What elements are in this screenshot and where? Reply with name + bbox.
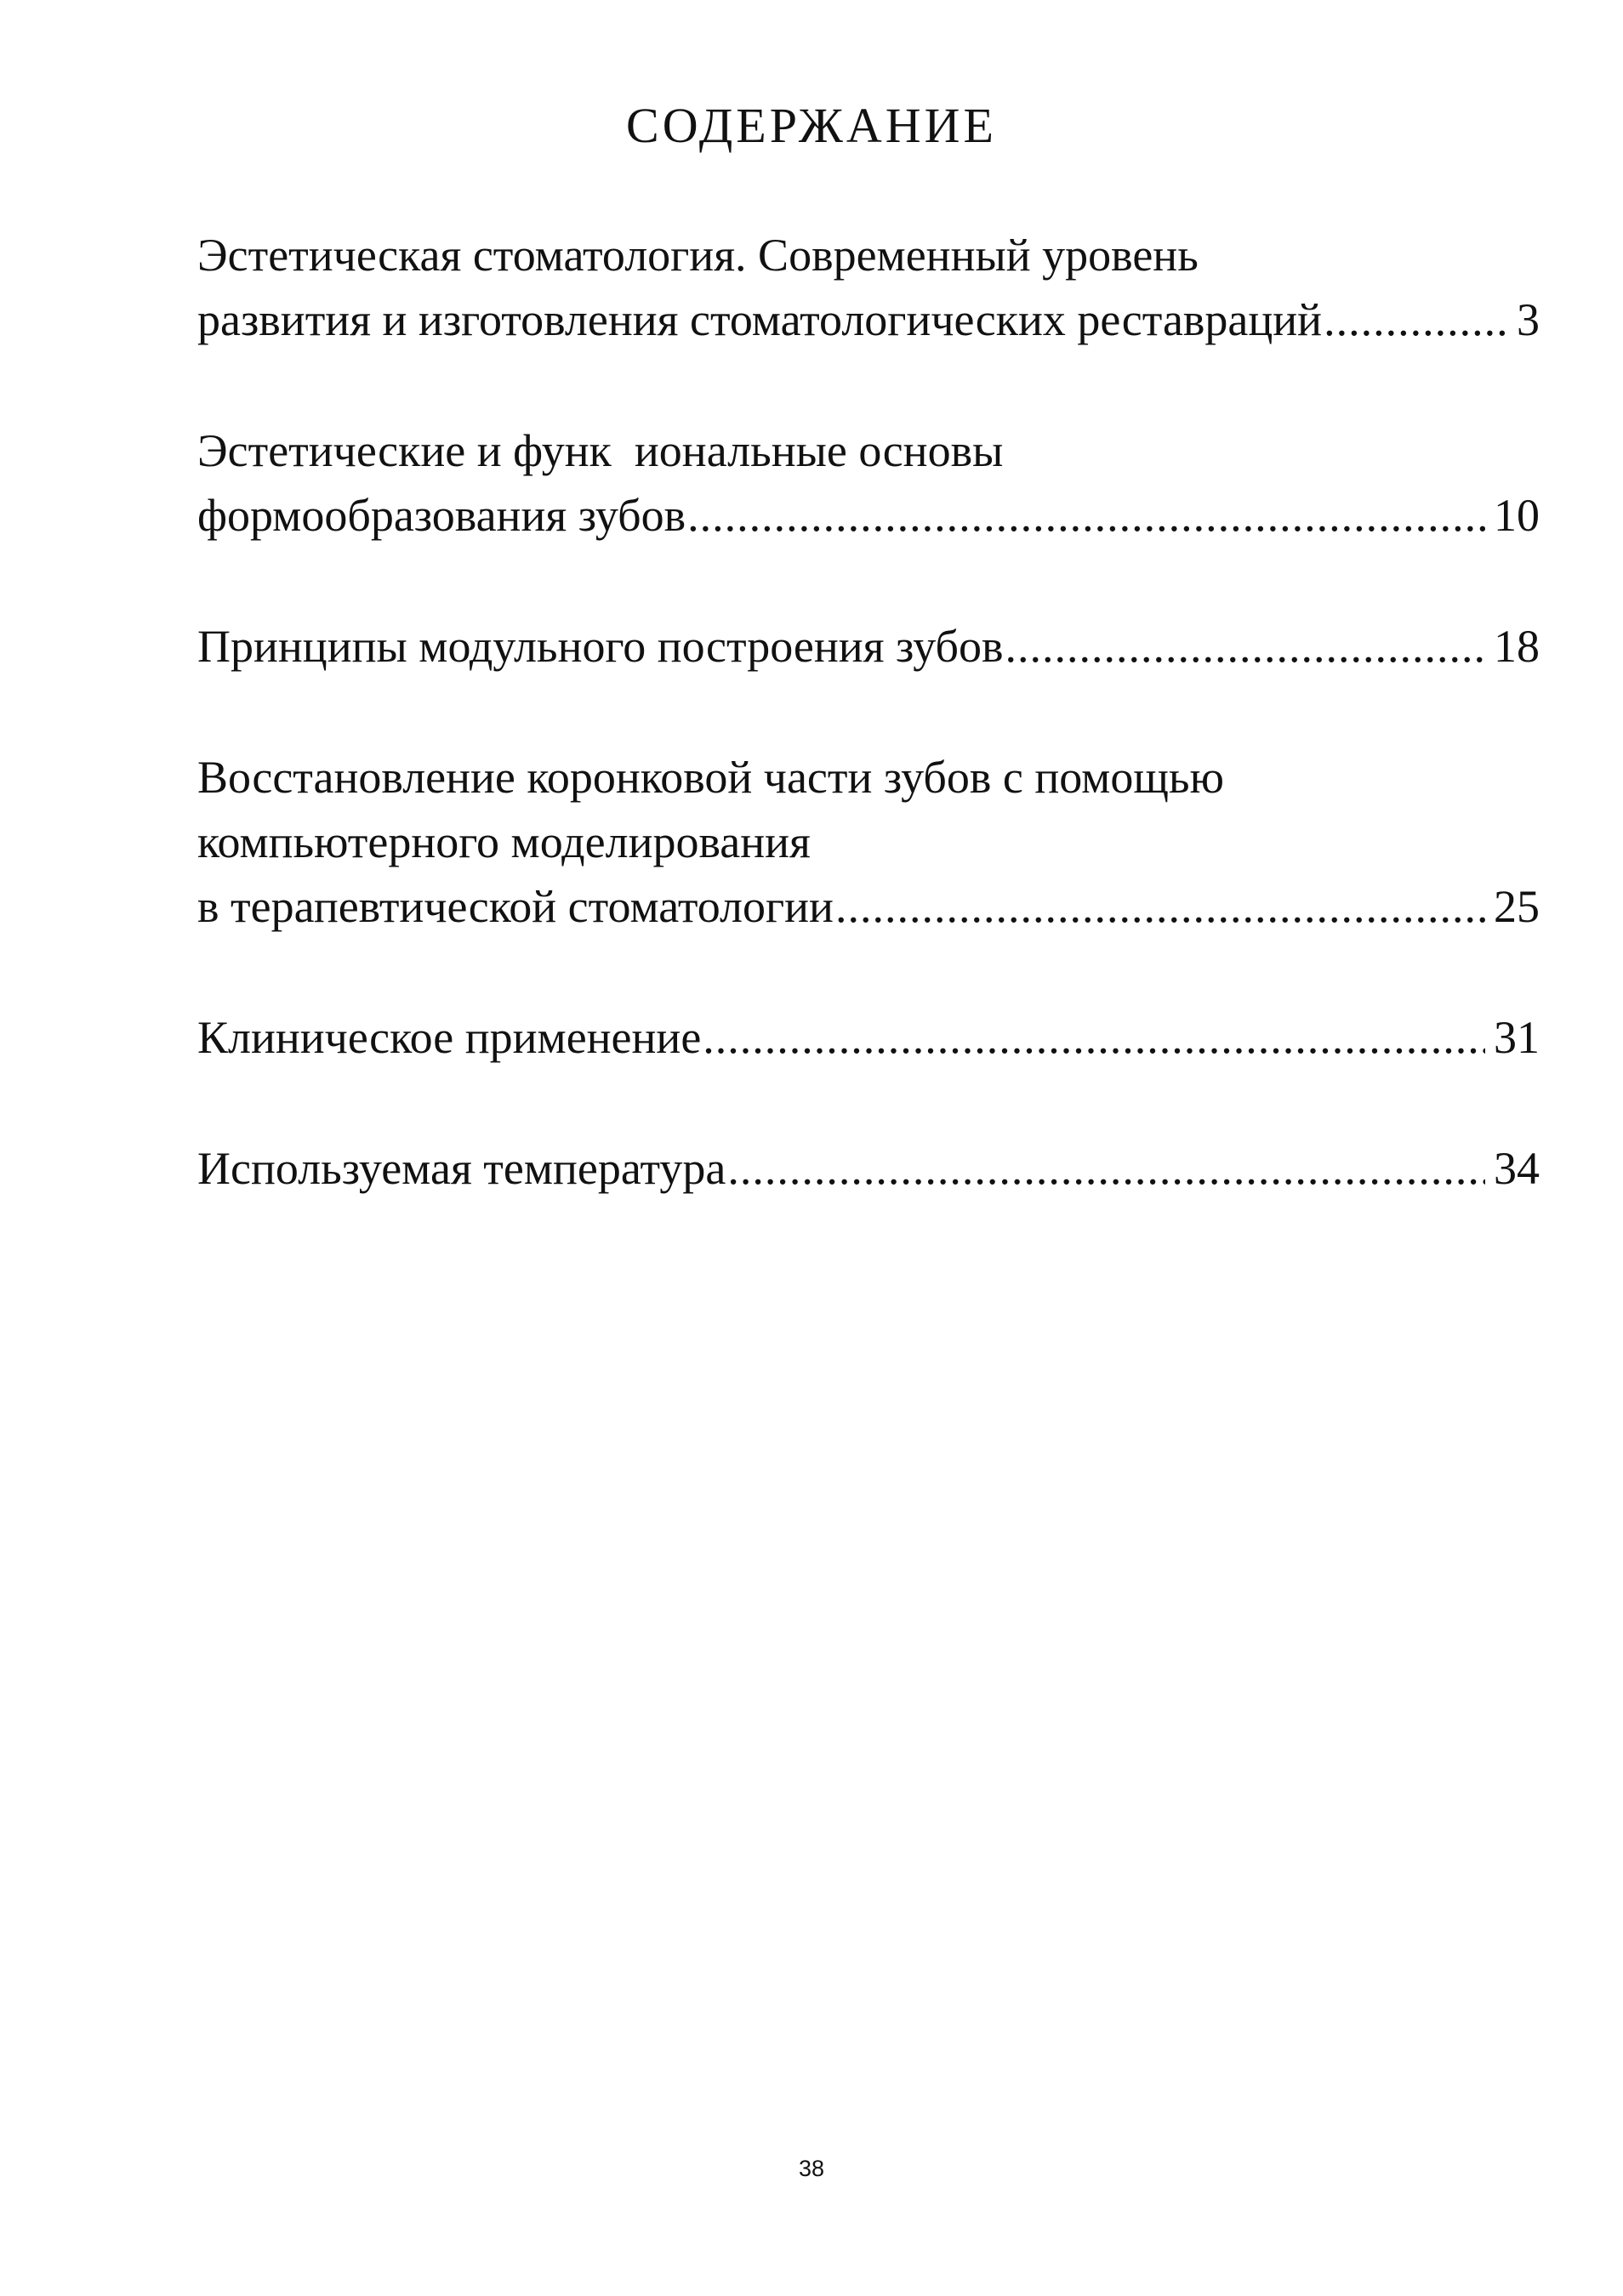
toc-entry-title-line: Клиническое применение [197, 1012, 702, 1063]
toc-entry-last-line [197, 1136, 1540, 1201]
dot-leader [726, 1136, 1485, 1201]
toc-entry-title-line: компьютерного моделирования [197, 816, 811, 867]
page-number: 38 [798, 2156, 825, 2181]
dot-leader [701, 1005, 1485, 1070]
toc-entry [197, 1136, 1540, 1201]
toc-entry [197, 745, 1540, 939]
toc-entry-title-line: Принципы модульного построения зубов [197, 621, 1004, 672]
toc-entry-title-line: формообразования зубов [197, 490, 686, 541]
toc-page-number: 34 [1494, 1143, 1540, 1194]
toc-entry-title-line: развития и изготовления стоматологических реставраций [197, 294, 1323, 345]
toc-entry-title-line: Эстетические и функ иональные основы [197, 425, 1004, 476]
toc-entry-last-line [197, 483, 1540, 548]
toc-entry [197, 418, 1540, 548]
dot-leader [1322, 287, 1508, 352]
toc-page-number: 25 [1494, 881, 1540, 932]
table-of-contents [197, 223, 1540, 1201]
toc-entry-last-line [197, 287, 1540, 352]
toc-page-number: 18 [1494, 621, 1540, 672]
toc-entry [197, 1005, 1540, 1070]
toc-entry-title-line: в терапевтической стоматологии [197, 881, 834, 932]
dot-leader [834, 874, 1485, 939]
toc-page-number: 10 [1494, 490, 1540, 541]
toc-entry-last-line [197, 874, 1540, 939]
dot-leader [1003, 614, 1485, 679]
toc-entry-title-line: Используемая температура [197, 1143, 726, 1194]
toc-page-number: 31 [1494, 1012, 1540, 1063]
toc-entry-title-line: Эстетическая стоматология. Современный уровень [197, 230, 1199, 281]
toc-entry [197, 614, 1540, 679]
toc-entry-last-line [197, 614, 1540, 679]
toc-entry-last-line [197, 1005, 1540, 1070]
dot-leader [686, 483, 1485, 548]
toc-entry [197, 223, 1540, 352]
toc-entry-title-line: Восстановление коронковой части зубов с помощью [197, 752, 1224, 803]
page-title: СОДЕРЖАНИЕ [626, 98, 997, 153]
toc-page-number: 3 [1517, 294, 1540, 345]
